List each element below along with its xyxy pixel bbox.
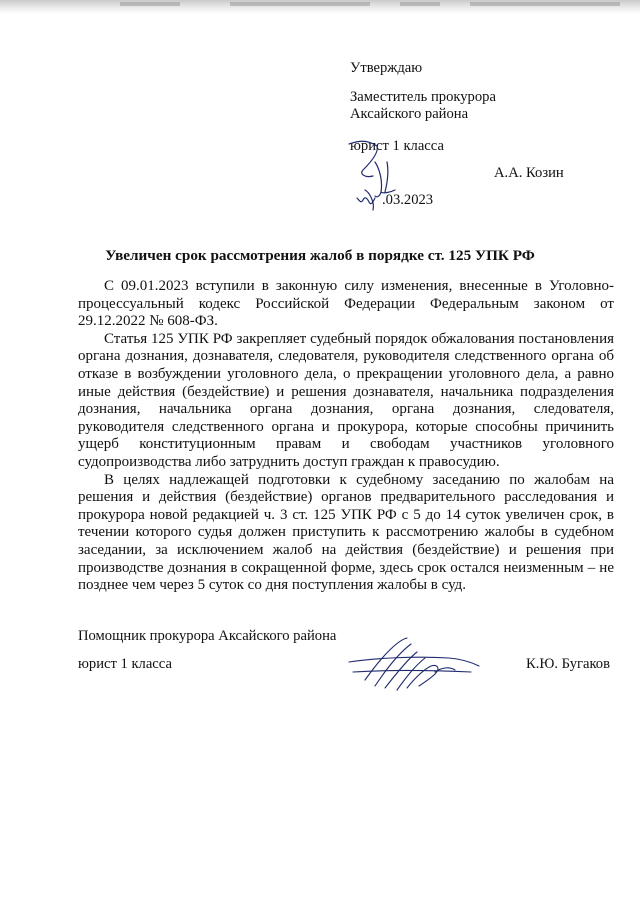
signature-position: Помощник прокурора Аксайского района <box>78 628 337 644</box>
body-paragraph-2: Статья 125 УПК РФ закрепляет судебный порядок обжалования постановления органа дознания, дознавателя, следователя, руководителя следственного органа об отказе в возбуждении уголовного дела, о прекращении уголовного дела, а равно иные действия (бездействие) и решения дознавателя, начальника подразделения дознания, начальника органа дознания, органа дознания, следователя, руководителя следственного органа и прокурора, которые способны причинить ущерб конституционным правам и свободам участников уголовного судопроизводства либо затруднить доступ граждан к правосудию. <box>78 330 614 470</box>
approval-rank: юрист 1 класса <box>350 138 444 154</box>
document-title: Увеличен срок рассмотрения жалоб в порядке ст. 125 УПК РФ <box>105 247 535 264</box>
approval-position-line2: Аксайского района <box>350 106 469 122</box>
signature-rank: юрист 1 класса <box>78 656 172 672</box>
approval-stamp <box>350 60 590 155</box>
signature-name: К.Ю. Бугаков <box>526 656 610 672</box>
body-paragraph-1: С 09.01.2023 вступили в законную силу изменения, внесенные в Уголовно-процессуальный кодекс Российской Федерации Федеральным законом от 29.12.2022 № 608-ФЗ. <box>78 278 614 330</box>
document-body <box>78 278 614 595</box>
approval-approve: Утверждаю <box>350 60 423 76</box>
approval-position-line1: Заместитель прокурора <box>350 89 496 105</box>
body-paragraph-3: В целях надлежащей подготовки к судебному заседанию по жалобам на решения и действия (бездействие) органов предварительного расследования и прокурора новой редакцией ч. 3 ст. 125 УПК РФ с 5 до 14 суток увеличен срок, в течении которого судья должен приступить к рассмотрению жалобы в судебном заседании, за исключением жалоб на действия (бездействие) и решения при производстве дознания в сокращенной форме, здесь срок остался неизменным – не позднее чем через 5 суток со дня поступления жалобы в суд. <box>78 471 614 594</box>
approval-date: .03.2023 <box>382 192 434 208</box>
approval-name: А.А. Козин <box>494 165 564 181</box>
assistant-handwritten-signature <box>345 632 485 694</box>
scan-edge-shadow <box>0 0 640 14</box>
